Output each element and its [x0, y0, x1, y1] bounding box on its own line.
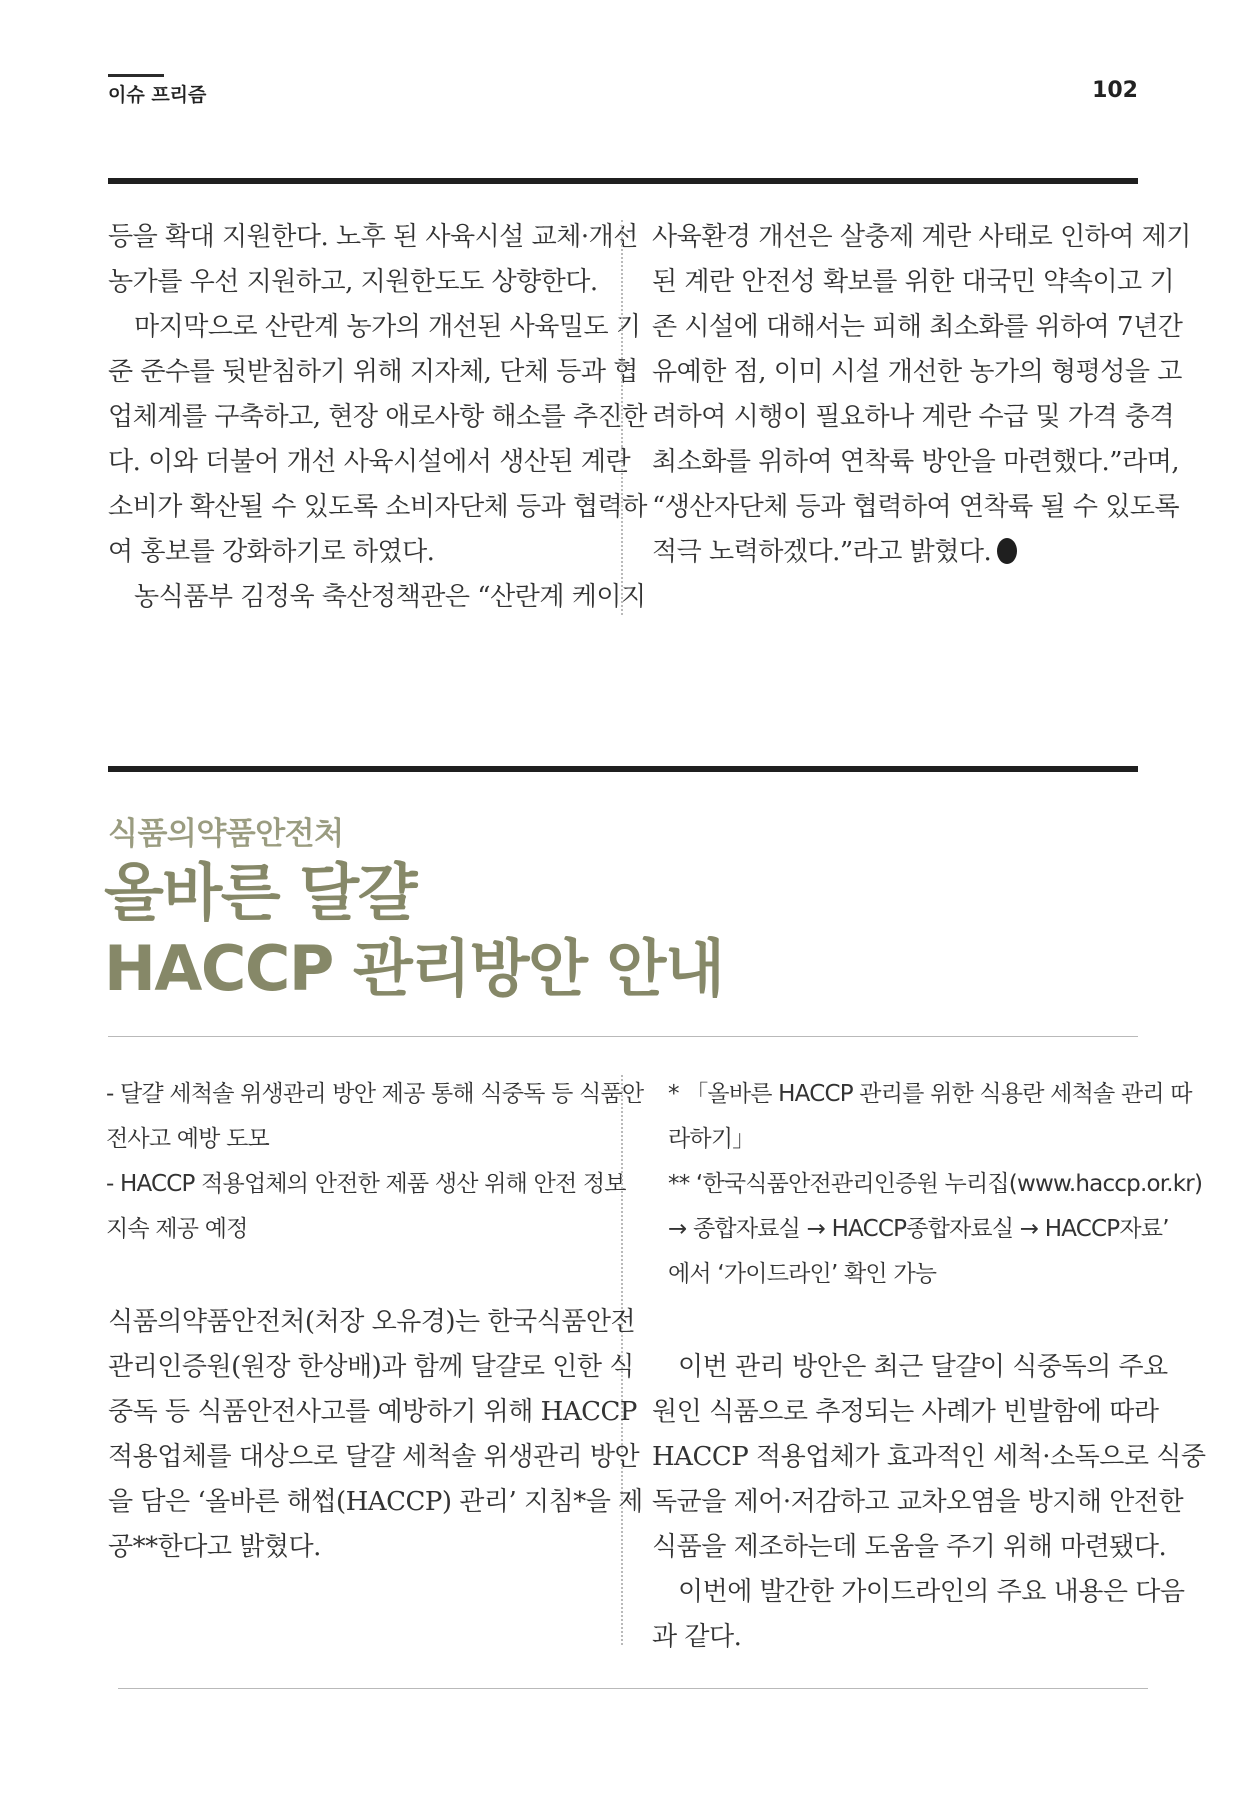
bottom-rule	[118, 1688, 1148, 1689]
article-body-left	[108, 1300, 643, 1570]
page-number: 102	[1092, 78, 1138, 103]
top-rule	[108, 178, 1138, 184]
summary-line: 지속 제공 예정	[106, 1216, 248, 1242]
summary-item	[106, 1072, 644, 1162]
text-line: 식품의약품안전처(처장 오유경)는 한국식품안전	[108, 1307, 636, 1337]
article-title-line2: HACCP 관리방안 안내	[104, 932, 724, 1005]
text-line: 이번에 발간한 가이드라인의 주요 내용은 다음	[678, 1577, 1185, 1607]
footnote-line: → 종합자료실 → HACCP종합자료실 → HACCP자료’	[668, 1216, 1169, 1242]
footnote-line: * 「올바른 HACCP 관리를 위한 식용란 세척솔 관리 따	[668, 1081, 1192, 1107]
text-line: “생산자단체 등과 협력하여 연착륙 될 수 있도록	[652, 492, 1180, 522]
text-line: 준 준수를 뒷받침하기 위해 지자체, 단체 등과 협	[108, 357, 638, 387]
text-line: 과 같다.	[652, 1622, 742, 1652]
text-line: 이번 관리 방안은 최근 달걀이 식중독의 주요	[678, 1352, 1168, 1382]
text-line: 려하여 시행이 필요하나 계란 수급 및 가격 충격	[652, 402, 1175, 432]
summary-item	[106, 1162, 626, 1252]
footnote-line: 라하기」	[668, 1126, 755, 1152]
text-line: 소비가 확산될 수 있도록 소비자단체 등과 협력하	[108, 492, 647, 522]
text-line: 식품을 제조하는데 도움을 주기 위해 마련됐다.	[652, 1532, 1167, 1562]
text-line: 존 시설에 대해서는 피해 최소화를 위하여 7년간	[652, 312, 1183, 342]
top-right-column	[652, 215, 1191, 575]
text-line: 독균을 제어·저감하고 교차오염을 방지해 안전한	[652, 1487, 1184, 1517]
text-line: HACCP 적용업체가 효과적인 세척·소독으로 식중	[652, 1442, 1206, 1472]
text-line: 최소화를 위하여 연착륙 방안을 마련했다.”라며,	[652, 447, 1180, 477]
summary-line: - HACCP 적용업체의 안전한 제품 생산 위해 안전 정보	[106, 1171, 626, 1197]
text-line: 중독 등 식품안전사고를 예방하기 위해 HACCP	[108, 1397, 637, 1427]
text-line: 유예한 점, 이미 시설 개선한 농가의 형평성을 고	[652, 357, 1182, 387]
text-line: 농식품부 김정욱 축산정책관은 “산란계 케이지	[134, 582, 646, 612]
section-label: 이슈 프리즘	[108, 84, 207, 106]
text-line: 관리인증원(원장 한상배)과 함께 달걀로 인한 식	[108, 1352, 634, 1382]
text-line: 다. 이와 더불어 개선 사육시설에서 생산된 계란	[108, 447, 631, 477]
article-title-line1: 올바른 달걀	[104, 856, 417, 929]
text-line: 을 담은 ‘올바른 해썹(HACCP) 관리’ 지침*을 제	[108, 1487, 643, 1517]
article-top-rule	[108, 766, 1138, 772]
text-line	[652, 530, 1138, 575]
text-line: 마지막으로 산란계 농가의 개선된 사육밀도 기	[134, 312, 641, 342]
footnote-line: 에서 ‘가이드라인’ 확인 가능	[668, 1261, 937, 1287]
summary-line: 전사고 예방 도모	[106, 1126, 269, 1152]
footnote-list	[668, 1072, 1203, 1297]
text-line: 적용업체를 대상으로 달걀 세척솔 위생관리 방안	[108, 1442, 640, 1472]
column-divider	[621, 220, 623, 615]
footnote-item	[668, 1162, 1203, 1297]
summary-list	[106, 1072, 644, 1252]
footnote-item	[668, 1072, 1192, 1162]
agency-name: 식품의약품안전처	[108, 816, 344, 852]
text-line: 농가를 우선 지원하고, 지원한도도 상향한다.	[108, 267, 598, 297]
text-line: 원인 식품으로 추정되는 사례가 빈발함에 따라	[652, 1397, 1159, 1427]
text-line: 등을 확대 지원한다. 노후 된 사육시설 교체·개선	[108, 222, 638, 252]
summary-line: - 달걀 세척솔 위생관리 방안 제공 통해 식중독 등 식품안	[106, 1081, 644, 1107]
text-line: 여 홍보를 강화하기로 하였다.	[108, 537, 435, 567]
text-line: 공**한다고 밝혔다.	[108, 1532, 321, 1562]
text-line: 된 계란 안전성 확보를 위한 대국민 약속이고 기	[652, 267, 1175, 297]
text-line-content: 적극 노력하겠다.”라고 밝혔다.	[652, 537, 992, 567]
article-end-icon	[997, 538, 1017, 564]
top-left-column	[108, 215, 647, 620]
text-line: 업체계를 구축하고, 현장 애로사항 해소를 추진한	[108, 402, 647, 432]
title-rule	[108, 1036, 1138, 1037]
text-line: 사육환경 개선은 살충제 계란 사태로 인하여 제기	[652, 222, 1191, 252]
header-accent-bar	[108, 74, 164, 77]
article-body-right	[652, 1345, 1206, 1660]
footnote-line: ** ‘한국식품안전관리인증원 누리집(www.haccp.or.kr)	[668, 1171, 1203, 1197]
